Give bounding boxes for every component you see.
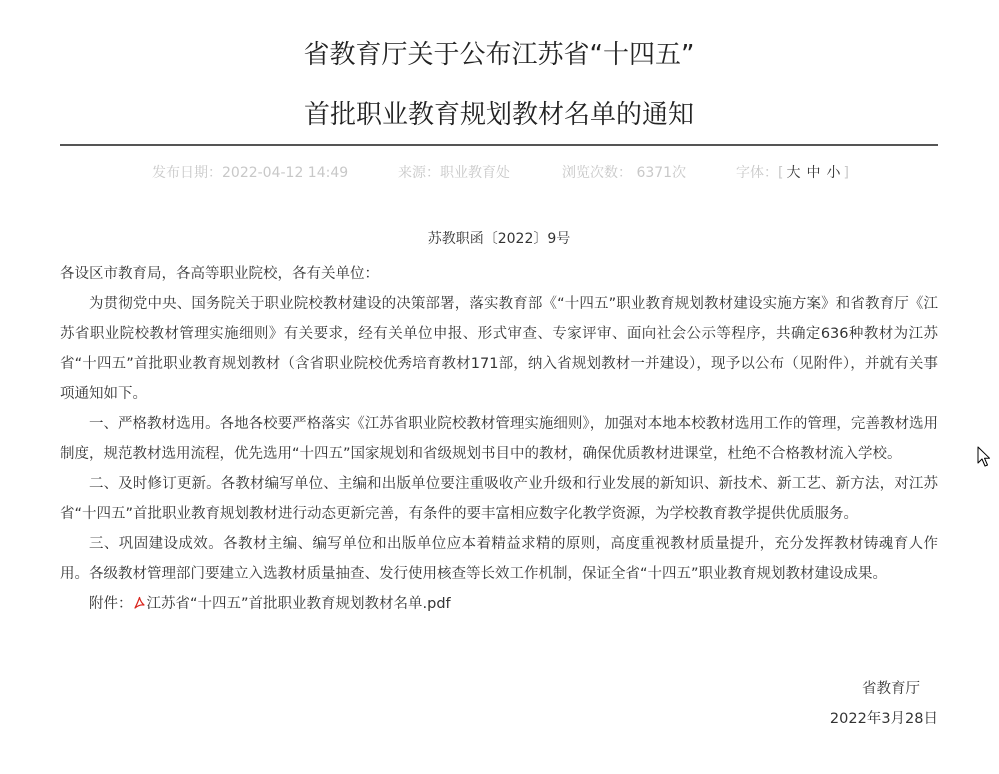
attachment-label: 附件： [89,596,133,612]
title-divider [60,144,938,146]
page-title-line-2: 首批职业教育规划教材名单的通知 [303,100,694,130]
page-title-line-1: 省教育厅关于公布江苏省“十四五” [303,40,695,70]
font-size-small-button[interactable]: 小 [826,165,841,181]
font-size-large-button[interactable]: 大 [786,165,801,181]
attachment-link[interactable] [133,596,451,612]
body-paragraph: 为贯彻党中央、国务院关于职业院校教材建设的决策部署，落实教育部《“十四五”职业教育规划教材建设实施方案》和省教育厅《江苏省职业院校教材管理实施细则》有关要求，经有关单位申报、形式审查、专家评审、面向社会公示等程序，共确定636种教材为江苏省“十四五”首批职业教育规划教材（含省职业院校优秀培育教材171部，纳入省规划教材一并建设），现予以公布（见附件），并就有关事项通知如下。 [60,296,938,402]
attachment-line [60,589,938,619]
publish-date: 发布日期：2022-04-12 14:49 [152,165,349,181]
article-source: 来源：职业教育处 [398,165,510,181]
body-paragraph: 一、严格教材选用。各地各校要严格落实《江苏省职业院校教材管理实施细则》，加强对本地本校教材选用工作的管理，完善教材选用制度，规范教材选用流程，优先选用“十四五”国家规划和省级规划书目中的教材，确保优质教材进课堂，杜绝不合格教材流入学校。 [60,416,938,462]
signature-organization: 省教育厅 [862,681,920,697]
font-size-medium-button[interactable]: 中 [806,165,821,181]
font-size-close-bracket: ] [843,165,849,181]
font-size-label: 字体：[ [736,165,784,181]
font-size-selector [736,163,849,183]
pdf-icon [133,596,146,610]
body-paragraph: 三、巩固建设成效。各教材主编、编写单位和出版单位应本着精益求精的原则，高度重视教材质量提升，充分发挥教材铸魂育人作用。各级教材管理部门要建立入选教材质量抽查、发行使用核查等长效工作机制，保证全省“十四五”职业教育规划教材建设成果。 [60,536,938,582]
salutation: 各设区市教育局，各高等职业院校，各有关单位： [60,266,379,282]
article-meta-bar [60,163,938,183]
signature-date: 2022年3月28日 [829,711,938,727]
body-paragraph: 二、及时修订更新。各教材编写单位、主编和出版单位要注重吸收产业升级和行业发展的新知识、新技术、新工艺、新方法，对江苏省“十四五”首批职业教育规划教材进行动态更新完善，有条件的要丰富相应数字化教学资源，为学校教育教学提供优质服务。 [60,476,938,522]
mouse-pointer-icon [977,446,991,468]
view-count: 浏览次数： 6371次 [562,165,687,181]
attachment-filename: 江苏省“十四五”首批职业教育规划教材名单.pdf [146,596,451,612]
document-number: 苏教职函〔2022〕9号 [427,231,571,247]
article-body [60,259,938,619]
